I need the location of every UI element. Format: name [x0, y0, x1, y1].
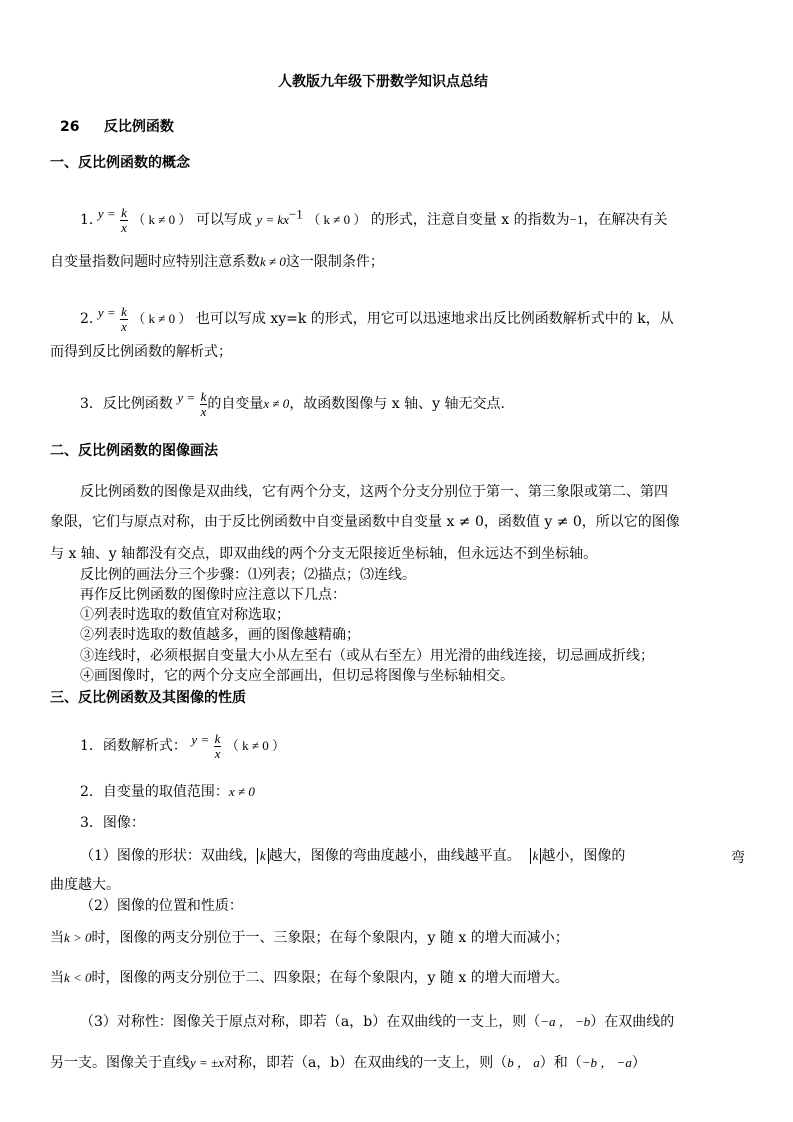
chapter-heading [60, 117, 174, 137]
section-heading-2: 二、反比例函数的图像画法 [50, 443, 218, 459]
fraction-k-over-x: $\frac{k}{x}$ [200, 388, 207, 419]
position-k-positive: 当k > 0时，图像的两支分别位于一、三象限；在每个象限内，y 随 x 的增大而减小； [50, 930, 569, 946]
shape-line-1-tail: 弯 [731, 850, 745, 866]
position-heading: （2）图像的位置和性质： [80, 898, 243, 914]
paragraph-2-line-1: 反比例函数的图像是双曲线，它有两个分支，这两个分支分别位于第一、第三象限或第二、第四 [80, 484, 668, 500]
paragraph-2-line-4: 反比例的画法分三个步骤：⑴列表；⑵描点；⑶连线。 [80, 567, 416, 583]
paragraph-2-line-2: 象限，它们与原点对称，由于反比例函数中自变量函数中自变量 x ≠ 0，函数值 y ≠ 0，所以它的图像 [50, 514, 680, 530]
property-1: 1．函数解析式： y = $\frac{k}{x}$ （ k ≠ 0 ） [80, 730, 285, 761]
list-item-1: ①列表时选取的数值宜对称选取； [80, 607, 290, 623]
paragraph-2-line-5: 再作反比例函数的图像时应注意以下几点： [80, 587, 346, 603]
paragraph-2-line-3: 与 x 轴、y 轴都没有交点，即双曲线的两个分支无限接近坐标轴，但永远达不到坐标轴。 [50, 546, 598, 562]
paragraph-1-2: 2. y = $\frac{k}{x}$ （ k ≠ 0 ） 也可以写成 xy=k 的形式，用它可以迅速地求出反比例函数解析式中的 k，从 [80, 303, 674, 334]
list-item-4: ④画图像时，它的两个分支应全部画出，但切忌将图像与坐标轴相交。 [80, 668, 514, 684]
paragraph-1-3: 3．反比例函数 y = $\frac{k}{x}$ 的自变量x ≠ 0，故函数图像与 x 轴、y 轴无交点. [80, 388, 505, 419]
list-item-3: ③连线时，必须根据自变量大小从左至右（或从右至左）用光滑的曲线连接，切忌画成折线； [80, 648, 654, 664]
shape-line-1: （1）图像的形状：双曲线， k 越大，图像的弯曲度越小，曲线越平直。 k 越小，图像的 [80, 848, 626, 864]
fraction-k-over-x: $\frac{k}{x}$ [121, 303, 127, 334]
section-heading-1: 一、反比例函数的概念 [50, 155, 190, 171]
section-heading-3: 三、反比例函数及其图像的性质 [50, 690, 246, 706]
paragraph-1-1: 1. y = $\frac{k}{x}$ （ k ≠ 0 ） 可以写成 $y = kx^{-1}$ （ k ≠ 0 ） 的形式，注意自变量 x 的指数为−1，在解决有关 [80, 204, 668, 235]
paragraph-1-2-cont: 而得到反比例函数的解析式； [50, 344, 232, 360]
symmetry-line-1: （3）对称性：图像关于原点对称，即若（a，b）在双曲线的一支上，则（−a ， −b）在双曲线的 [80, 1014, 675, 1030]
position-k-negative: 当k < 0时，图像的两支分别位于二、四象限；在每个象限内，y 随 x 的增大而增大。 [50, 970, 569, 986]
chapter-name: 反比例函数 [103, 119, 174, 135]
chapter-number: 26 [60, 119, 80, 135]
symmetry-line-2: 另一支。图像关于直线y = ±x对称，即若（a，b）在双曲线的一支上，则（b ， a）和（−b ， −a） [50, 1055, 646, 1071]
abs-k: k [257, 848, 269, 864]
fraction-k-over-x: $\frac{k}{x}$ [121, 204, 127, 235]
property-2: 2．自变量的取值范围：x ≠ 0 [80, 784, 255, 800]
list-item-2: ②列表时选取的数值越多，画的图像越精确； [80, 627, 360, 643]
document-title: 人教版九年级下册数学知识点总结 [278, 74, 488, 90]
fraction-k-over-x: $\frac{k}{x}$ [214, 730, 221, 761]
shape-line-2: 曲度越大。 [50, 877, 120, 893]
property-3: 3．图像： [80, 815, 145, 831]
abs-k: k [530, 848, 542, 864]
paragraph-1-1-cont: 自变量指数问题时应特别注意系数k ≠ 0这一限制条件； [50, 254, 384, 270]
